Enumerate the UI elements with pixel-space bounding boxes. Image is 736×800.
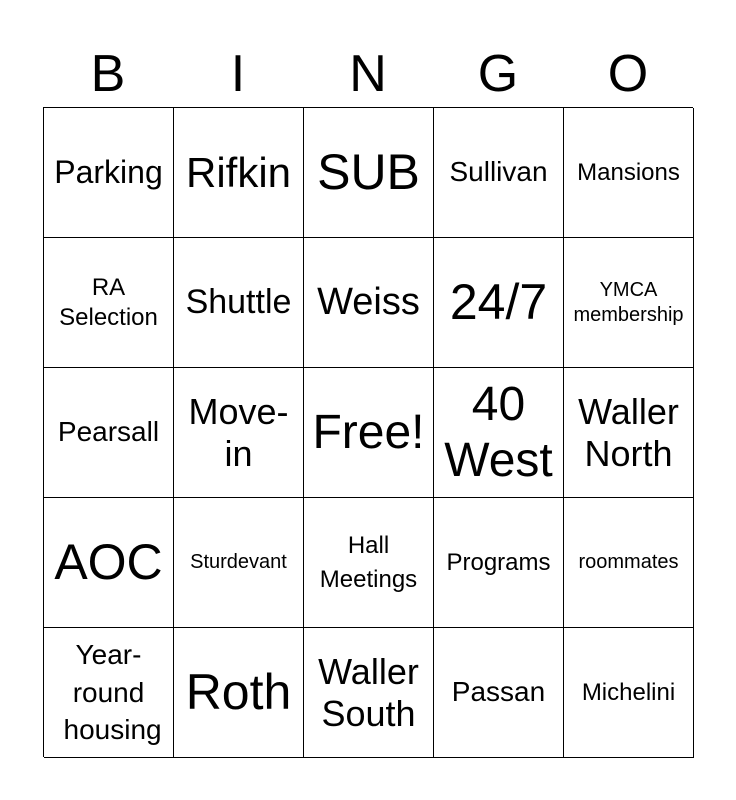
- bingo-cell[interactable]: [174, 368, 304, 498]
- cell-label: Move-in: [188, 391, 289, 474]
- bingo-cell[interactable]: [304, 628, 434, 758]
- bingo-cell[interactable]: [174, 628, 304, 758]
- bingo-cell[interactable]: [434, 108, 564, 238]
- cell-label: 24/7: [449, 273, 548, 330]
- cell-label: SUB: [317, 143, 420, 200]
- bingo-cell[interactable]: [564, 238, 694, 368]
- cell-label: RA Selection: [59, 273, 158, 331]
- cell-label: Waller North: [578, 391, 679, 474]
- cell-label: Programs: [446, 548, 551, 576]
- cell-label: Waller South: [318, 651, 419, 734]
- header-letter-i: I: [230, 45, 246, 103]
- bingo-cell[interactable]: [304, 498, 434, 628]
- cell-label: Weiss: [317, 280, 420, 323]
- bingo-cell[interactable]: [174, 238, 304, 368]
- bingo-board: [43, 107, 693, 757]
- bingo-cell[interactable]: [434, 498, 564, 628]
- bingo-cell[interactable]: [564, 368, 694, 498]
- header-letter-g: G: [477, 45, 519, 103]
- cell-label: YMCA membership: [573, 278, 684, 326]
- bingo-cell[interactable]: [434, 368, 564, 498]
- bingo-cell[interactable]: [304, 238, 434, 368]
- bingo-cell[interactable]: [44, 238, 174, 368]
- cell-label: Parking: [54, 153, 163, 190]
- cell-label: Rifkin: [185, 148, 292, 196]
- cell-label: roommates: [578, 551, 679, 573]
- bingo-cell[interactable]: [44, 498, 174, 628]
- bingo-cell[interactable]: [44, 108, 174, 238]
- cell-label: Shuttle: [185, 282, 292, 321]
- cell-label: Passan: [451, 676, 546, 708]
- cell-label: Sturdevant: [190, 551, 287, 573]
- bingo-cell[interactable]: [304, 108, 434, 238]
- cell-label: Roth: [185, 663, 292, 720]
- bingo-cell[interactable]: [564, 108, 694, 238]
- bingo-cell[interactable]: [564, 628, 694, 758]
- cell-label: 40 West: [444, 378, 553, 487]
- bingo-cell[interactable]: [434, 628, 564, 758]
- cell-label: Michelini: [581, 678, 676, 706]
- cell-label: AOC: [54, 533, 163, 590]
- cell-label: Year-round housing: [63, 638, 162, 746]
- header-letter-n: N: [349, 45, 387, 103]
- cell-label: Pearsall: [57, 416, 160, 448]
- cell-label: Free!: [312, 405, 425, 459]
- bingo-cell[interactable]: [564, 498, 694, 628]
- bingo-cell[interactable]: [44, 628, 174, 758]
- header-letter-o: O: [607, 45, 649, 103]
- cell-label: Mansions: [577, 158, 680, 186]
- bingo-cell[interactable]: [44, 368, 174, 498]
- bingo-header: [43, 40, 693, 108]
- cell-label: Sullivan: [449, 156, 548, 188]
- bingo-cell[interactable]: [304, 368, 434, 498]
- bingo-cell[interactable]: [174, 108, 304, 238]
- header-letter-b: B: [90, 45, 126, 103]
- bingo-cell[interactable]: [434, 238, 564, 368]
- bingo-cell[interactable]: [174, 498, 304, 628]
- cell-label: Hall Meetings: [319, 531, 418, 593]
